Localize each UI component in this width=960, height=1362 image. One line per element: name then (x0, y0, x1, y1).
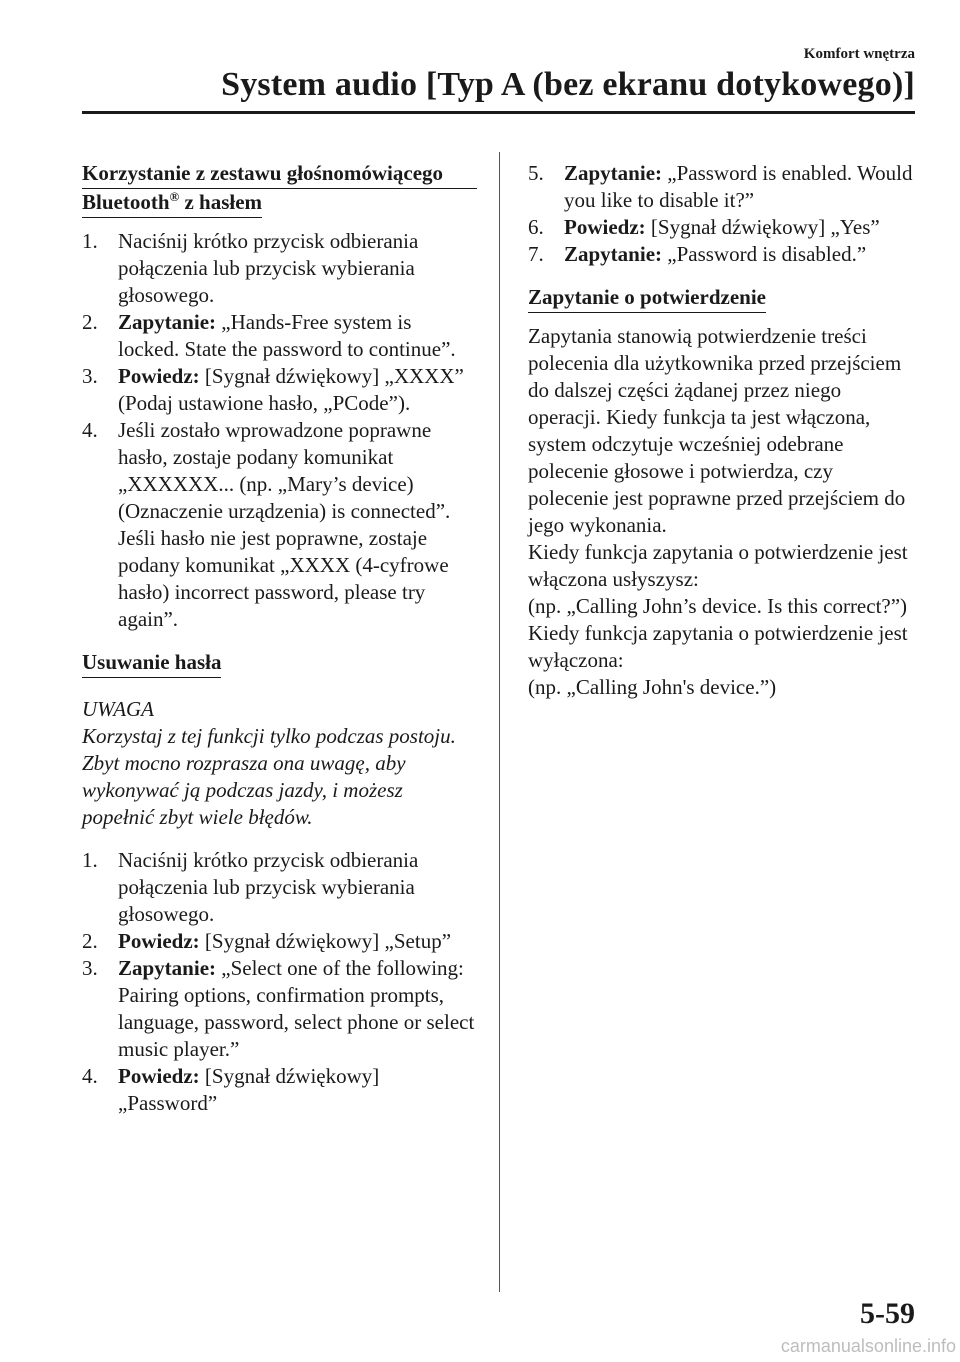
watermark: carmanualsonline.info (780, 1336, 956, 1356)
steps-list-remove (82, 847, 477, 1117)
paragraph-description: Zapytania stanowią potwierdzenie treści polecenia dla użytkownika przed przejściem do dalszej części żądanej przez niego operacji. Kiedy funkcja ta jest włączona, system odczytuje wcześniej odebrane polecenie głosowe i potwierdza, czy polecenie jest poprawne przed przejściem do jego wykonania. (528, 324, 906, 537)
header-rule (82, 111, 915, 114)
list-item: 4. Powiedz: [Sygnał dźwiękowy] „Password” (82, 1064, 380, 1115)
list-item: 2. Powiedz: [Sygnał dźwiękowy] „Setup” (82, 929, 452, 953)
page-number: 5-59 (860, 1297, 915, 1330)
left-column (82, 160, 477, 1133)
paragraph-disabled: Kiedy funkcja zapytania o potwierdzenie jest wyłączona: (528, 621, 908, 672)
list-item: 5. Zapytanie: „Password is enabled. Would you like to disable it?” (528, 161, 913, 212)
list-item: 3. Zapytanie: „Select one of the following: Pairing options, confirmation prompts, language, password, select phone or select music player.” (82, 956, 475, 1061)
list-item: 3. Powiedz: [Sygnał dźwiękowy] „XXXX” (Podaj ustawione hasło, „PCode”). (82, 364, 464, 415)
paragraph-enabled-example: (np. „Calling John’s device. Is this correct?”) (528, 594, 908, 618)
heading-line-2: Bluetooth® z hasłem (82, 189, 262, 218)
note-text: Korzystaj z tej funkcji tylko podczas postoju. Zbyt mocno rozprasza ona uwagę, aby wykonywać ją podczas jazdy, i możesz popełnić zbyt wiele błędów. (82, 724, 456, 829)
list-item: 7. Zapytanie: „Password is disabled.” (528, 242, 867, 266)
heading-remove-password: Usuwanie hasła (82, 649, 477, 678)
heading-bluetooth-password (82, 160, 477, 218)
header-title: System audio [Typ A (bez ekranu dotykowego)] (221, 66, 915, 103)
list-item: 4. Jeśli zostało wprowadzone poprawne hasło, zostaje podany komunikat „XXXXXX... (np. „Mary’s device) (Oznaczenie urządzenia) is connected”. Jeśli hasło nie jest poprawne, zostaje podany komunikat „XXXX (4-cyfrowe hasło) incorrect password, please try again”. (82, 418, 451, 631)
list-item: 1. Naciśnij krótko przycisk odbierania połączenia lub przycisk wybierania głosowego. (82, 848, 419, 926)
list-item: 6. Powiedz: [Sygnał dźwiękowy] „Yes” (528, 215, 880, 239)
heading-confirmation-prompt: Zapytanie o potwierdzenie (528, 284, 918, 313)
list-item: 2. Zapytanie: „Hands-Free system is locked. State the password to continue”. (82, 310, 456, 361)
header-section-label: Komfort wnętrza (803, 46, 915, 62)
heading-line-1: Korzystanie z zestawu głośnomówiącego (82, 160, 477, 189)
steps-list-unlock (82, 228, 477, 633)
list-item: 1. Naciśnij krótko przycisk odbierania połączenia lub przycisk wybierania głosowego. (82, 229, 419, 307)
column-divider (499, 152, 500, 1292)
paragraph-enabled: Kiedy funkcja zapytania o potwierdzenie jest włączona usłyszysz: (528, 540, 908, 591)
paragraph-disabled-example: (np. „Calling John's device.”) (528, 675, 777, 699)
right-column (528, 160, 918, 701)
steps-list-continued (528, 160, 918, 268)
note-label: UWAGA (82, 697, 155, 721)
